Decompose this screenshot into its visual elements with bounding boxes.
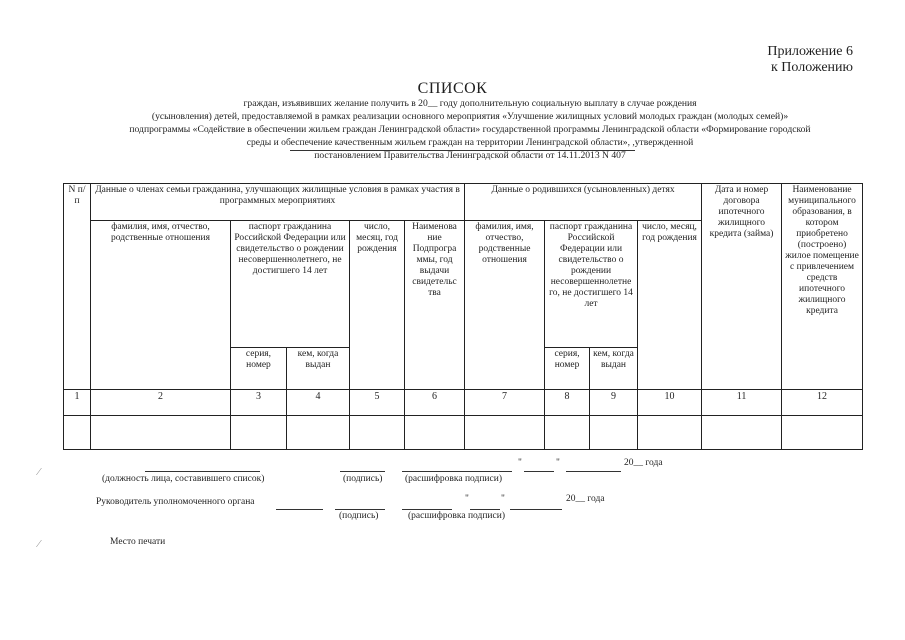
col-n-header: N п/п [64, 184, 91, 390]
date-month-line[interactable] [566, 471, 621, 472]
members-birthdate-header: число, месяц, год рождения [350, 221, 405, 390]
table-cell[interactable] [287, 416, 350, 450]
children-issued-header: кем, когда выдан [590, 348, 638, 390]
head-decoding-label: (расшифровка подписи) [408, 511, 505, 521]
table-cell[interactable] [782, 416, 863, 450]
col-number: 9 [590, 390, 638, 416]
children-fio-header: фамилия, имя, отчество, родственные отношения [465, 221, 545, 390]
table-cell[interactable] [638, 416, 702, 450]
members-subprogram-header: Наименова ние Подпрогра ммы, год выдачи свидетельс тва [405, 221, 465, 390]
children-series-header: серия, номер [545, 348, 590, 390]
intro-line: постановлением Правительства Ленинградской области от 14.11.2013 N 407 [314, 150, 626, 161]
intro-line: граждан, изъявивших желание получить в 20__ году дополнительную социальную выплату в случае рождения [243, 98, 697, 109]
table-cell[interactable] [91, 416, 231, 450]
contract-header: Дата и номер договора ипотечного жилищного кредита (займа) [702, 184, 782, 390]
header-divider [290, 150, 635, 151]
decoding-line[interactable] [402, 471, 512, 472]
empty-data-row [64, 416, 863, 450]
children-group-header: Данные о родившихся (усыновленных) детях [465, 184, 702, 221]
head-position-line[interactable] [276, 509, 323, 510]
table-cell[interactable] [231, 416, 287, 450]
document-title: СПИСОК [417, 80, 488, 97]
col-number: 12 [782, 390, 863, 416]
intro-line: (усыновления) детей, предоставляемой в рамках реализации основного мероприятия «Улучшение жилищных условий молодых граждан (молодых семей)» [151, 111, 789, 122]
citizens-table [63, 183, 863, 450]
appendix-line-1: Приложение 6 [767, 44, 853, 59]
position-label: (должность лица, составившего список) [102, 474, 265, 484]
intro-line: среды и обеспечение качественным жильем граждан на территории Ленинградской области», ,утвержденной [246, 137, 694, 148]
date-year: 20__ года [624, 458, 663, 468]
head-day-line[interactable] [470, 509, 500, 510]
col-number: 8 [545, 390, 590, 416]
head-month-line[interactable] [510, 509, 562, 510]
members-fio-header: фамилия, имя, отчество, родственные отношения [91, 221, 231, 390]
col-number: 4 [287, 390, 350, 416]
signature-line[interactable] [340, 471, 385, 472]
table-cell[interactable] [702, 416, 782, 450]
head-year: 20__ года [566, 494, 605, 504]
head-decoding-line[interactable] [402, 509, 452, 510]
date-quote-right: " [556, 458, 560, 468]
date-day-line[interactable] [524, 471, 554, 472]
table-cell[interactable] [590, 416, 638, 450]
table-cell[interactable] [64, 416, 91, 450]
intro-text [70, 97, 870, 162]
table-cell[interactable] [545, 416, 590, 450]
decoding-label: (расшифровка подписи) [405, 474, 502, 484]
members-group-header: Данные о членах семьи гражданина, улучшающих жилищные условия в рамках участия в программных мероприятиях [91, 184, 465, 221]
col-number: 5 [350, 390, 405, 416]
column-numbers-row [64, 390, 863, 416]
head-label: Руководитель уполномоченного органа [96, 497, 255, 507]
intro-line: подпрограммы «Содействие в обеспечении жильем граждан Ленинградской области» государственной программы Ленинградской области «Формирование городской [129, 124, 811, 135]
scan-mark: ⁄ [38, 466, 40, 478]
head-quote-left: " [465, 494, 469, 504]
members-issued-header: кем, когда выдан [287, 348, 350, 390]
members-passport-header: паспорт гражданина Российской Федерации или свидетельство о рождении несовершеннолетнего, не достигшего 14 лет [231, 221, 350, 348]
children-birthdate-header: число, месяц, год рождения [638, 221, 702, 390]
col-number: 6 [405, 390, 465, 416]
municipality-header: Наименование муниципального образования, в котором приобретено (построено) жилое помещение с привлечением средств ипотечного жилищного кредита [782, 184, 863, 390]
signature-label: (подпись) [343, 474, 383, 484]
col-number: 7 [465, 390, 545, 416]
children-passport-header: паспорт гражданина Российской Федерации или свидетельство о рождении несовершеннолетне го, не достигшего 14 лет [545, 221, 638, 348]
head-signature-label: (подпись) [339, 511, 379, 521]
members-series-header: серия, номер [231, 348, 287, 390]
col-number: 11 [702, 390, 782, 416]
head-signature-line[interactable] [335, 509, 385, 510]
appendix-note [767, 44, 853, 76]
date-quote-left: " [518, 458, 522, 468]
position-signature-line[interactable] [145, 471, 260, 472]
col-number: 2 [91, 390, 231, 416]
col-number: 3 [231, 390, 287, 416]
table-cell[interactable] [350, 416, 405, 450]
head-quote-right: " [501, 494, 505, 504]
col-number: 1 [64, 390, 91, 416]
table-cell[interactable] [465, 416, 545, 450]
col-number: 10 [638, 390, 702, 416]
scan-mark: ⁄ [38, 538, 40, 550]
table-cell[interactable] [405, 416, 465, 450]
stamp-label: Место печати [110, 537, 166, 547]
appendix-line-2: к Положению [770, 60, 853, 75]
